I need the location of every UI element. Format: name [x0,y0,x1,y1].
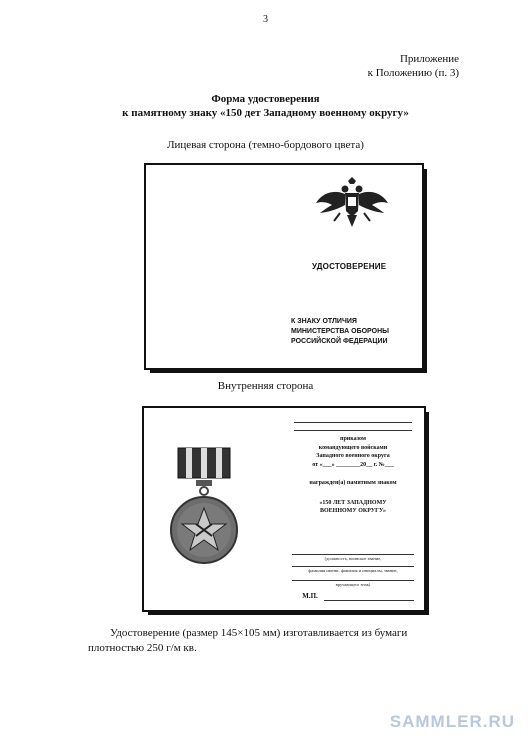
watermark: SAMMLER.RU [389,712,515,731]
front-subtitle-line-3: РОССИЙСКОЙ ФЕДЕРАЦИИ [291,338,388,345]
body-paragraph [88,626,462,656]
commander-line-1: командующего войсками [318,445,388,451]
front-subtitle [291,317,421,347]
field-caption-3: вручающего знак) [335,582,371,587]
badge-name-line-1: «150 ЛЕТ ЗАПАДНОМУ [319,500,387,506]
double-headed-eagle-icon [314,177,390,233]
awarded-label: награжден(а) памятным знаком [309,480,397,486]
certificate-inner-card [142,406,426,612]
inner-side-caption: Внутренняя сторона [217,380,314,392]
signature-line [324,600,414,601]
stamp-label: М.П. [302,592,318,600]
front-subtitle-line-1: К ЗНАКУ ОТЛИЧИЯ [291,318,357,325]
document-title [0,92,531,120]
header-line [294,422,412,423]
field-line [292,554,414,555]
date-line: от «___» ________20__ г. №___ [312,462,394,468]
card-shadow [150,370,427,373]
card-shadow [424,169,427,372]
order-label: приказом [340,436,366,442]
field-caption-2: фамилия имени, фамилия и инициалы, звание, [308,568,398,573]
front-subtitle-line-2: МИНИСТЕРСТВА ОБОРОНЫ [291,328,389,335]
commander-line-2: Западного военного округа [316,453,390,459]
document-title-line-1: Форма удостоверения [211,93,320,105]
header-line [294,430,412,431]
front-side-caption: Лицевая сторона (темно-бордового цвета) [167,139,364,151]
body-line-1: Удостоверение (размер 145×105 мм) изготавливается из бумаги [110,627,408,639]
field-caption-1: (должность, воинское звание, [324,556,382,561]
appendix-note [368,52,459,80]
field-line [292,566,414,567]
card-shadow [148,612,429,615]
certificate-front-card [144,163,424,370]
badge-name-line-2: ВОЕННОМУ ОКРУГУ» [319,508,387,514]
page-number: 3 [263,14,268,25]
medal-icon [166,446,244,566]
field-line [292,580,414,581]
appendix-line-1: Приложение [399,53,459,65]
appendix-line-2: к Положению (п. 3) [367,67,459,79]
document-title-line-2: к памятному знаку «150 дет Западному военному округу» [122,107,409,119]
card-shadow [426,412,429,614]
front-title: УДОСТОВЕРЕНИЕ [312,262,387,271]
body-line-2: плотностью 250 г/м кв. [88,642,197,654]
